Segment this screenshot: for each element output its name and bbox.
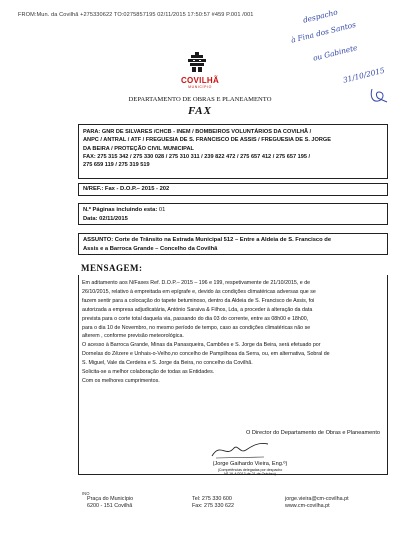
footer-line: Tel: 275 330 600 xyxy=(192,496,232,502)
handwritten-signature xyxy=(206,438,276,462)
message-line: Dornelas do Zêzere e Unhais-o-Velho,no concelho de Pampilhosa da Serra, ou, em alternativa, Sobral de xyxy=(82,351,330,358)
covilha-crest-logo xyxy=(186,51,208,73)
handwritten-line: 31/10/2015 xyxy=(342,65,386,85)
recipients-box xyxy=(78,124,388,179)
message-line: 26/10/2015, relativo à empreitada em epígrafe e, devido às condições climatéricas adversas que se xyxy=(82,288,316,295)
recipients-line: ANPC / ANTRAL / ATF / FREGUESIA DE S. FRANCISCO DE ASSIS / FREGUESIA DE S. JORGE xyxy=(83,137,332,144)
recipients-line: FAX: 275 315 342 / 275 330 028 / 275 310 311 / 239 822 472 / 275 657 412 / 275 657 195 / xyxy=(83,153,311,160)
subject-box xyxy=(78,233,388,255)
delegation-note xyxy=(200,468,300,477)
handwritten-line: ou Gabinete xyxy=(312,43,359,63)
footer-phones xyxy=(192,496,234,509)
recipients-line: DA BEIRA / PROTEÇÃO CIVIL MUNICIPAL xyxy=(83,145,194,152)
handwritten-line: despacho xyxy=(302,7,339,25)
message-body xyxy=(82,279,383,386)
message-line: prevista para o corte total daquela via, passando do dia 03 do corrente, entre as 08h00 e 18h00, xyxy=(82,315,309,322)
message-line: S. Miguel, Vale da Cerdeira e S. Jorge da Beira, no concelho da Covilhã. xyxy=(82,360,253,367)
delegation-line: Nº 19-A/2013 de 21 de Outubro) xyxy=(224,472,276,477)
recipients-line: 275 659 119 / 275 319 519 xyxy=(83,162,150,169)
message-line: Em aditamento aos N/Faxes Ref. D.O.P.– 2015 – 196 e 199, respetivamente de 21/10/2015, e de xyxy=(82,280,311,286)
delegation-line: (Competências delegadas por despacho xyxy=(217,468,283,472)
subject-line: Corte de Trânsito na Estrada Municipal 512 – Entre a Aldeia de S. Francisco de xyxy=(114,237,332,243)
subject-line: Assis e a Barroca Grande – Concelho da Covilhã xyxy=(83,245,218,252)
handwritten-line: à Fina dos Santos xyxy=(290,19,357,45)
message-line: para o dia 10 de Novembro, no mesmo período de tempo, caso as condições climatéricas não se xyxy=(82,324,311,331)
footer-line: Praça do Município xyxy=(87,496,134,502)
municipality-name: COVILHÃ xyxy=(180,76,220,85)
message-line: Com os melhores cumprimentos. xyxy=(82,377,160,384)
footer-address xyxy=(87,496,133,509)
municipality-subtitle: MUNICÍPIO xyxy=(188,85,212,89)
signatory-name: (Jorge Gaihardo Vieira, Eng.º) xyxy=(212,461,288,467)
document-type-title: FAX xyxy=(187,105,212,117)
message-heading: MENSAGEM: xyxy=(81,263,143,273)
pages-value: 01 xyxy=(158,207,166,213)
reference-text: N/REF.: Fax - D.O.P.– 2015 - 202 xyxy=(83,186,170,192)
recipients-line: PARA: GNR DE SILVARES /CHCB - INEM / BOMBEIROS VOLUNTÁRIOS DA COVILHÃ / xyxy=(83,129,312,135)
message-line: fazem sentir para a colocação do tapete betuminoso, dentro da Aldeia de S. Francisco de Assis, foi xyxy=(82,297,315,304)
date-value: 02/11/2015 xyxy=(99,215,128,222)
message-line: autorizada a empresa adjudicatária, António Saraiva & Filhos, Lda, a proceder à alteração da data xyxy=(82,306,313,313)
reference-box xyxy=(78,183,388,196)
message-line: O acesso à Barroca Grande, Minas da Panasqueira, Cambões e S. Jorge da Beira, será efetuado por xyxy=(82,342,321,349)
footer-website-link[interactable]: www.cm-covilha.pt xyxy=(285,502,330,509)
footer-line: Fax: 275 330 622 xyxy=(192,502,234,509)
footer-contacts xyxy=(285,496,349,509)
message-line: alterem , conforme previsão meteorológica. xyxy=(82,333,184,340)
fax-transmission-header: FROM:Mun. da Covilhã +275330622 TO:0275857195 02/11/2015 17:50:57 #459 P.001 /001 xyxy=(18,12,254,18)
form-code: INO xyxy=(82,491,90,496)
message-line: Solicita-se a melhor colaboração de todas as Entidades. xyxy=(82,369,215,376)
signoff-title: O Director do Departamento de Obras e Planeamento xyxy=(245,430,380,436)
footer-line: 6200 - 151 Covilhã xyxy=(87,502,133,509)
footer-email-link[interactable]: jorge.vieira@cm-covilha.pt xyxy=(285,496,349,502)
date-label: Data: xyxy=(83,215,98,222)
subject-label: ASSUNTO: xyxy=(83,237,114,243)
handwritten-dispatch-note xyxy=(272,7,392,119)
pages-date-box xyxy=(78,203,388,225)
department-heading: DEPARTAMENTO DE OBRAS E PLANEAMENTO xyxy=(128,96,272,103)
pages-label: N.º Páginas incluindo esta: xyxy=(83,207,158,213)
